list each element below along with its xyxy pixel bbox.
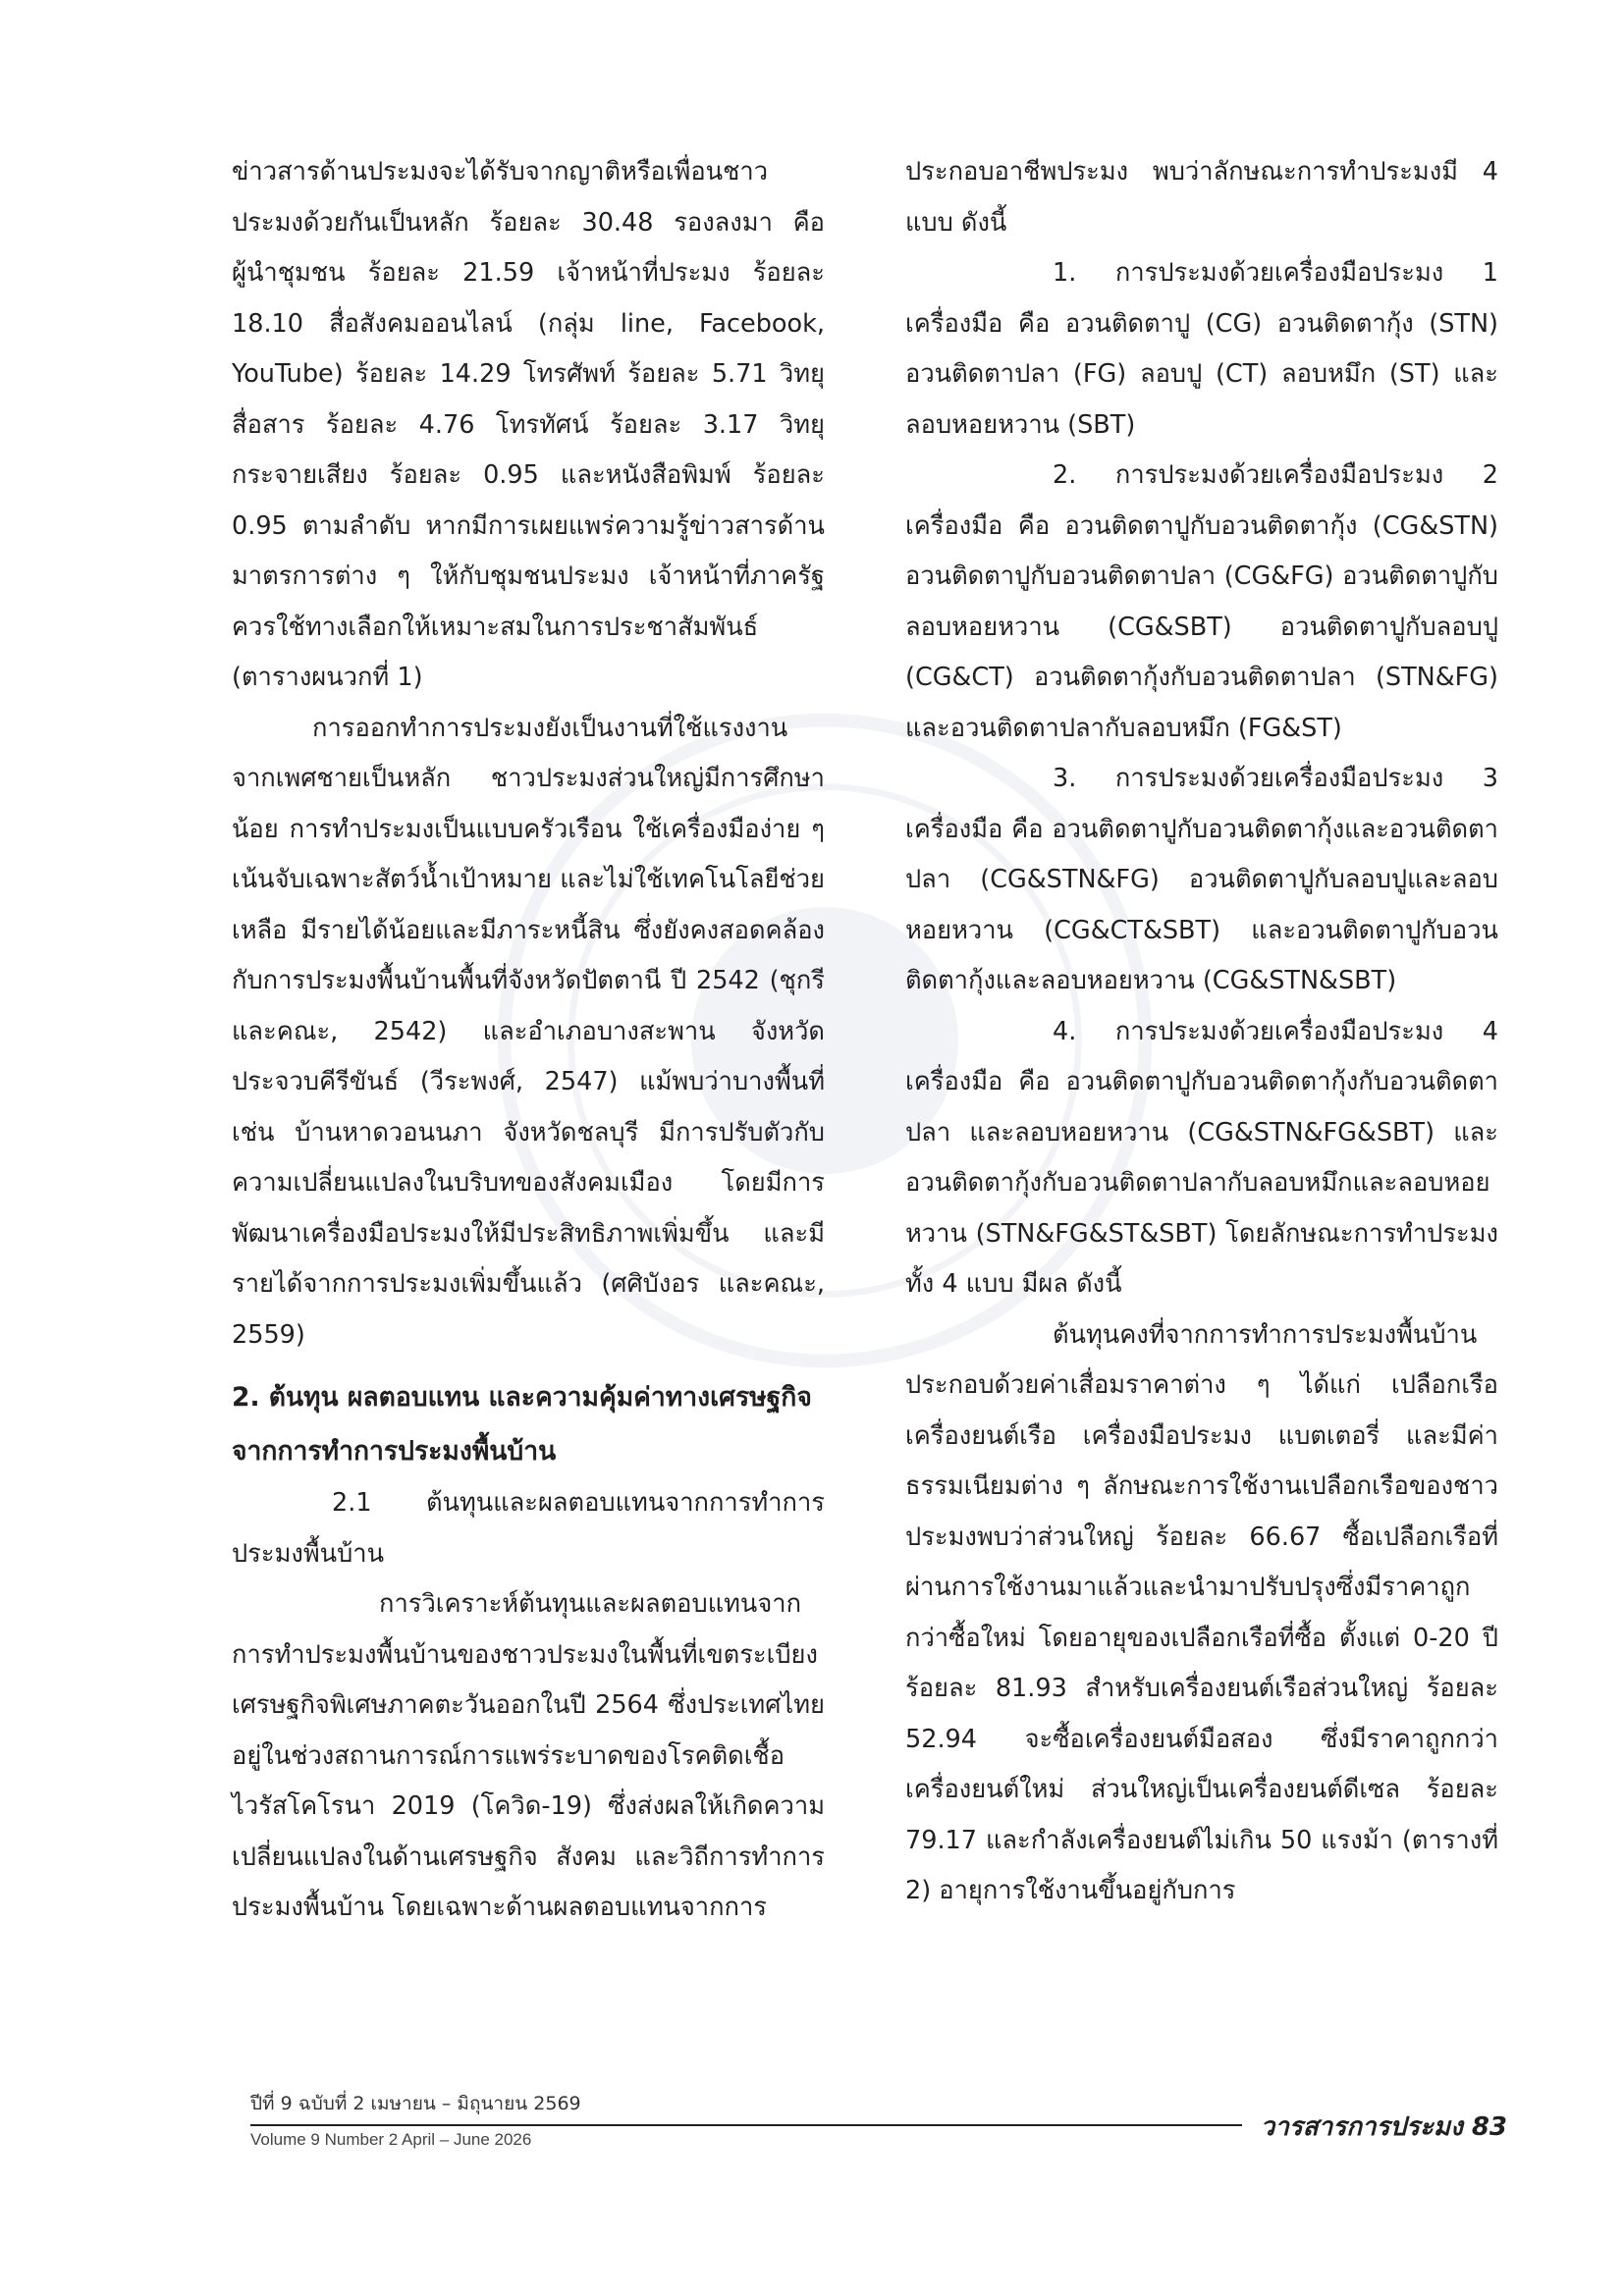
paragraph: การออกทำการประมงยังเป็นงานที่ใช้แรงงานจากเพศชายเป็นหลัก ชาวประมงส่วนใหญ่มีการศึกษาน้อย การทำประมงเป็นแบบครัวเรือน ใช้เครื่องมือง่าย ๆ เน้นจับเฉพาะสัตว์น้ำเป้าหมาย และไม่ใช้เทคโนโลยีช่วยเหลือ มีรายได้น้อยและมีภาระหนี้สิน ซึ่งยังคงสอดคล้องกับการประมงพื้นบ้านพื้นที่จังหวัดปัตตานี ปี 2542 (ชุกรี และคณะ, 2542) และอำเภอบางสะพาน จังหวัดประจวบคีรีขันธ์ (วีระพงศ์, 2547) แม้พบว่าบางพื้นที่ เช่น บ้านหาดวอนนภา จังหวัดชลบุรี มีการปรับตัวกับความเปลี่ยนแปลงในบริบทของสังคมเมือง โดยมีการพัฒนาเครื่องมือประมงให้มีประสิทธิภาพเพิ่มขึ้น และมีรายได้จากการประมงเพิ่มขึ้นแล้ว (ศศิบังอร และคณะ, 2559) — [232, 713, 825, 1350]
list-item-3: 3. การประมงด้วยเครื่องมือประมง 3 เครื่องมือ คือ อวนติดตาปูกับอวนติดตากุ้งและอวนติดตาปลา (CG&STN&FG) อวนติดตาปูกับลอบปูและลอบหอยหวาน (CG&CT&SBT) และอวนติดตาปูกับอวนติดตากุ้งและลอบหอยหวาน (CG&STN&SBT) — [905, 764, 1498, 995]
issue-english: Volume 9 Number 2 April – June 2026 — [250, 2130, 532, 2149]
left-column — [232, 147, 825, 1934]
journal-page-number: วารสารการประมง 83 — [1260, 2112, 1507, 2142]
section-heading: 2. ต้นทุน ผลตอบแทน และความคุ้มค่าทางเศรษฐกิจจากการทำการประมงพื้นบ้าน — [232, 1382, 812, 1467]
list-item-1: 1. การประมงด้วยเครื่องมือประมง 1 เครื่องมือ คือ อวนติดตาปู (CG) อวนติดตากุ้ง (STN) อวนติดตาปลา (FG) ลอบปู (CT) ลอบหมึก (ST) และลอบหอยหวาน (SBT) — [905, 258, 1498, 440]
paragraph: ข่าวสารด้านประมงจะได้รับจากญาติหรือเพื่อนชาวประมงด้วยกันเป็นหลัก ร้อยละ 30.48 รองลงมา คือ ผู้นำชุมชน ร้อยละ 21.59 เจ้าหน้าที่ประมง ร้อยละ 18.10 สื่อสังคมออนไลน์ (กลุ่ม line, Facebook, YouTube) ร้อยละ 14.29 โทรศัพท์ ร้อยละ 5.71 วิทยุสื่อสาร ร้อยละ 4.76 โทรทัศน์ ร้อยละ 3.17 วิทยุกระจายเสียง ร้อยละ 0.95 และหนังสือพิมพ์ ร้อยละ 0.95 ตามลำดับ หากมีการเผยแพร่ความรู้ข่าวสารด้านมาตรการต่าง ๆ ให้กับชุมชนประมง เจ้าหน้าที่ภาครัฐควรใช้ทางเลือกให้เหมาะสมในการประชาสัมพันธ์ (ตารางผนวกที่ 1) — [232, 157, 825, 692]
right-column — [905, 147, 1498, 1917]
paragraph: การวิเคราะห์ต้นทุนและผลตอบแทนจากการทำประมงพื้นบ้านของชาวประมงในพื้นที่เขตระเบียงเศรษฐกิจพิเศษภาคตะวันออกในปี 2564 ซึ่งประเทศไทยอยู่ในช่วงสถานการณ์การแพร่ระบาดของโรคติดเชื้อไวรัสโคโรนา 2019 (โควิด-19) ซึ่งส่งผลให้เกิดความเปลี่ยนแปลงในด้านเศรษฐกิจ สังคม และวิถีการทำการประมงพื้นบ้าน โดยเฉพาะด้านผลตอบแทนจากการ — [232, 1589, 825, 1922]
page-footer — [250, 2089, 1507, 2158]
paragraph: ประกอบอาชีพประมง พบว่าลักษณะการทำประมงมี 4 แบบ ดังนี้ — [905, 157, 1498, 238]
paragraph: ต้นทุนคงที่จากการทำการประมงพื้นบ้านประกอบด้วยค่าเสื่อมราคาต่าง ๆ ได้แก่ เปลือกเรือ เครื่องยนต์เรือ เครื่องมือประมง แบตเตอรี่ และมีค่าธรรมเนียมต่าง ๆ ลักษณะการใช้งานเปลือกเรือของชาวประมงพบว่าส่วนใหญ่ ร้อยละ 66.67 ซื้อเปลือกเรือที่ผ่านการใช้งานมาแล้วและนำมาปรับปรุงซึ่งมีราคาถูกกว่าซื้อใหม่ โดยอายุของเปลือกเรือที่ซื้อ ตั้งแต่ 0-20 ปี ร้อยละ 81.93 สำหรับเครื่องยนต์เรือส่วนใหญ่ ร้อยละ 52.94 จะซื้อเครื่องยนต์มือสอง ซึ่งมีราคาถูกกว่าเครื่องยนต์ใหม่ ส่วนใหญ่เป็นเครื่องยนต์ดีเซล ร้อยละ 79.17 และกำลังเครื่องยนต์ไม่เกิน 50 แรงม้า (ตารางที่ 2) อายุการใช้งานขึ้นอยู่กับการ — [905, 1319, 1498, 1905]
list-item-2: 2. การประมงด้วยเครื่องมือประมง 2 เครื่องมือ คือ อวนติดตาปูกับอวนติดตากุ้ง (CG&STN) อวนติดตาปูกับอวนติดตาปลา (CG&FG) อวนติดตาปูกับลอบหอยหวาน (CG&SBT) อวนติดตาปูกับลอบปู (CG&CT) อวนติดตากุ้งกับอวนติดตาปลา (STN&FG) และอวนติดตาปลากับลอบหมึก (FG&ST) — [905, 460, 1498, 743]
subsection-heading: 2.1 ต้นทุนและผลตอบแทนจากการทำการประมงพื้นบ้าน — [232, 1488, 825, 1569]
issue-thai: ปีที่ 9 ฉบับที่ 2 เมษายน – มิถุนายน 2569 — [250, 2093, 581, 2114]
list-item-4: 4. การประมงด้วยเครื่องมือประมง 4 เครื่องมือ คือ อวนติดตาปูกับอวนติดตากุ้งกับอวนติดตาปลา และลอบหอยหวาน (CG&STN&FG&SBT) และ อวนติดตากุ้งกับอวนติดตาปลากับลอบหมึกและลอบหอยหวาน (STN&FG&ST&SBT) โดยลักษณะการทำประมงทั้ง 4 แบบ มีผล ดังนี้ — [905, 1016, 1498, 1299]
footer-rule — [250, 2124, 1242, 2126]
